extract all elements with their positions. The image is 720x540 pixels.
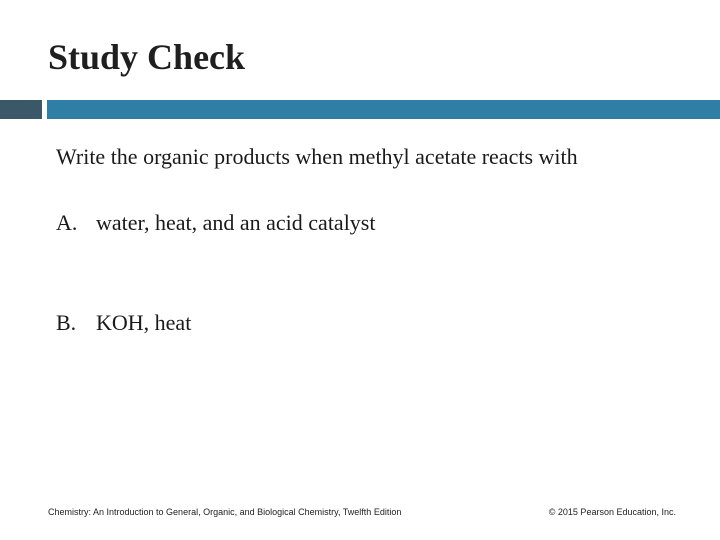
list-item-a [56, 210, 375, 236]
slide-title: Study Check [48, 37, 246, 77]
question-prompt: Write the organic products when methyl acetate reacts with [56, 144, 578, 169]
footer-copyright: © 2015 Pearson Education, Inc. [548, 507, 676, 517]
list-item-b [56, 310, 191, 336]
list-item-text: water, heat, and an acid catalyst [96, 210, 376, 235]
list-item-letter: B. [56, 310, 77, 335]
list-item-text: KOH, heat [96, 310, 192, 335]
title-divider-left-block [0, 100, 42, 119]
title-divider-bar [47, 100, 720, 119]
list-item-letter: A. [56, 210, 78, 235]
footer-book-title: Chemistry: An Introduction to General, Organic, and Biological Chemistry, Twelfth Edition [48, 507, 402, 517]
